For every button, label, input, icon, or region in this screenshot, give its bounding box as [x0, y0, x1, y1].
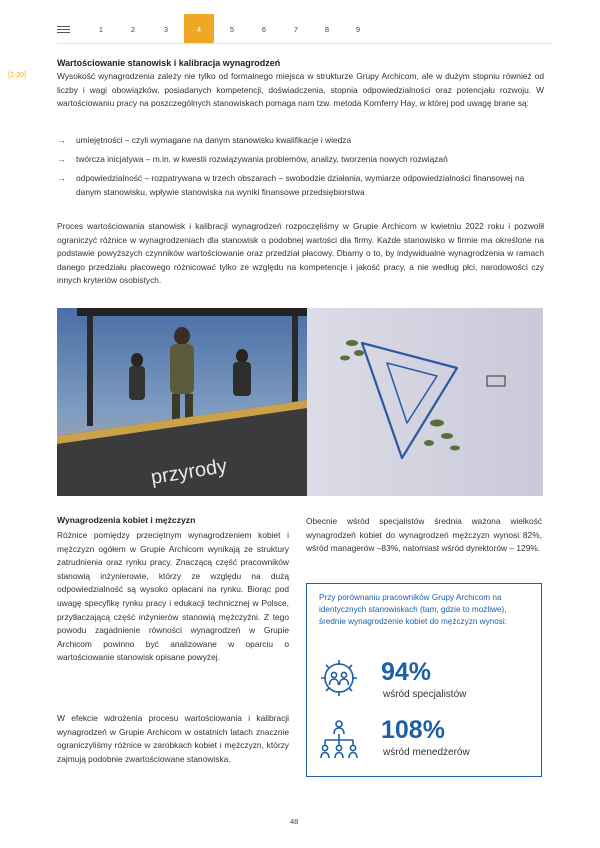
- intro-paragraph: Wysokość wynagrodzenia zależy nie tylko od formalnego miejsca w strukturze Grupy Archicom, ale w dużym stopniu również od liczby i wagi obowiązków, posiadanych kompetencji, doświadczenia, stopnia odpowiedzialności oraz potencjału rozwoju. W wartościowaniu pracy na poszczególnych stanowiskach pomaga nam tzw. metoda Kornferry Hay, w której pod uwagę brane są:: [57, 71, 544, 109]
- menu-icon[interactable]: [57, 26, 70, 34]
- banner-text: przyrody: [149, 455, 229, 489]
- criteria-list: [57, 134, 547, 205]
- nav-item-7[interactable]: 7: [293, 25, 299, 34]
- nav-item-9[interactable]: 9: [355, 25, 361, 34]
- nav-item-4[interactable]: 4: [184, 14, 214, 44]
- list-item: → umiejętności – czyli wymagane na danym stanowisku kwalifikacje i wiedza: [57, 134, 547, 148]
- gender-paragraph-right: Obecnie wśród specjalistów średnia ważona wielkość wynagrodzeń kobiet do wynagrodzeń mężczyzn wynosi 82%, wśród managerów –83%, natomiast wśród dyrektorów – 129%.: [306, 516, 542, 554]
- list-item: → odpowiedzialność – rozpatrywana w trzech obszarach – swobodzie działania, wymiarze odpowiedzialności finansowej na danym stanowisku, wpływie stanowiska na wyniki finansowe przedsiębiorstwa: [57, 173, 525, 197]
- event-photo: [57, 308, 543, 496]
- pay-ratio-box: [306, 583, 542, 777]
- nav-item-3[interactable]: 3: [163, 25, 169, 34]
- nav-item-1[interactable]: 1: [98, 25, 104, 34]
- stat-value-specialists: 94%: [381, 658, 432, 686]
- process-paragraph: Proces wartościowania stanowisk i kalibracji wynagrodzeń rozpoczęliśmy w Grupie Archicom w kwietniu 2022 roku i pozwolił ograniczyć różnice w wynagrodzeniach dla stanowisk o podobnej wartości dla firmy. Każde stanowisko w firmie ma określone na podstawie powyższych czynników wartościowanie oraz przedział płacowy. Dbamy o to, by indywidualne wynagrodzenia w ramach danego przedziału płacowego różnicować tylko ze względu na kompetencje i jakość pracy, a nie według płci, narodowości czy innych kryteriów osobistych.: [57, 221, 544, 286]
- gri-reference: [2-20]: [8, 72, 26, 79]
- nav-item-2[interactable]: 2: [130, 25, 136, 34]
- gender-paragraph-2: W efekcie wdrożenia procesu wartościowania i kalibracji wynagrodzeń w Grupie Archicom w ostatnich latach znacznie ograniczyliśmy różnice w zarobkach kobiet i mężczyzn, którzy zajmują podobnie zwartościowane stanowiska.: [57, 713, 289, 764]
- gear-people-icon: [317, 656, 361, 700]
- section-heading: Wartościowanie stanowisk i kalibracja wynagrodzeń: [57, 58, 281, 68]
- nav-divider: [57, 43, 552, 44]
- stat-label-managers: wśród menedżerów: [383, 747, 470, 758]
- nav-item-5[interactable]: 5: [229, 25, 235, 34]
- nav-item-6[interactable]: 6: [261, 25, 267, 34]
- arrow-right-icon: →: [57, 154, 66, 165]
- stat-value-managers: 108%: [381, 716, 445, 744]
- gender-pay-heading: Wynagrodzenia kobiet i mężczyzn: [57, 515, 196, 525]
- gender-paragraph-1: Różnice pomiędzy przeciętnym wynagrodzeniem kobiet i mężczyzn ogółem w Grupie Archicom wynikają ze struktury zatrudnienia oraz rynku pracy. Znaczącą część pracowników stanowią inżynierowie, którzy ze względu na dużą odpowiedzialność są wysoko opłacani na rynku. Biorąc pod uwagę specyfikę rynku pracy i edukacji technicznej w Polsce, przytłaczającą część inżynierów stanowią mężczyźni. Z tego powodu zagadnienie równości wynagrodzeń w Grupie Archicom powinno być analizowane w oparciu o wartościowanie stanowisk opisane powyżej.: [57, 530, 289, 663]
- arrow-right-icon: →: [57, 135, 66, 145]
- stat-label-specialists: wśród specjalistów: [383, 689, 467, 700]
- list-item: → twórcza inicjatywa – m.in. w kwestii rozwiązywania problemów, analizy, tworzenia nowych rozwiązań: [57, 153, 547, 167]
- arrow-right-icon: →: [57, 173, 66, 184]
- stats-intro: Przy porównaniu pracowników Grupy Archicom na identycznych stanowiskach (tam, gdzie to możliwe), średnie wynagrodzenie kobiet do mężczyzn wynosi:: [319, 593, 507, 626]
- page-number: 48: [290, 817, 299, 826]
- nav-item-8[interactable]: 8: [324, 25, 330, 34]
- org-chart-icon: [317, 718, 361, 762]
- top-navigation: [0, 0, 600, 44]
